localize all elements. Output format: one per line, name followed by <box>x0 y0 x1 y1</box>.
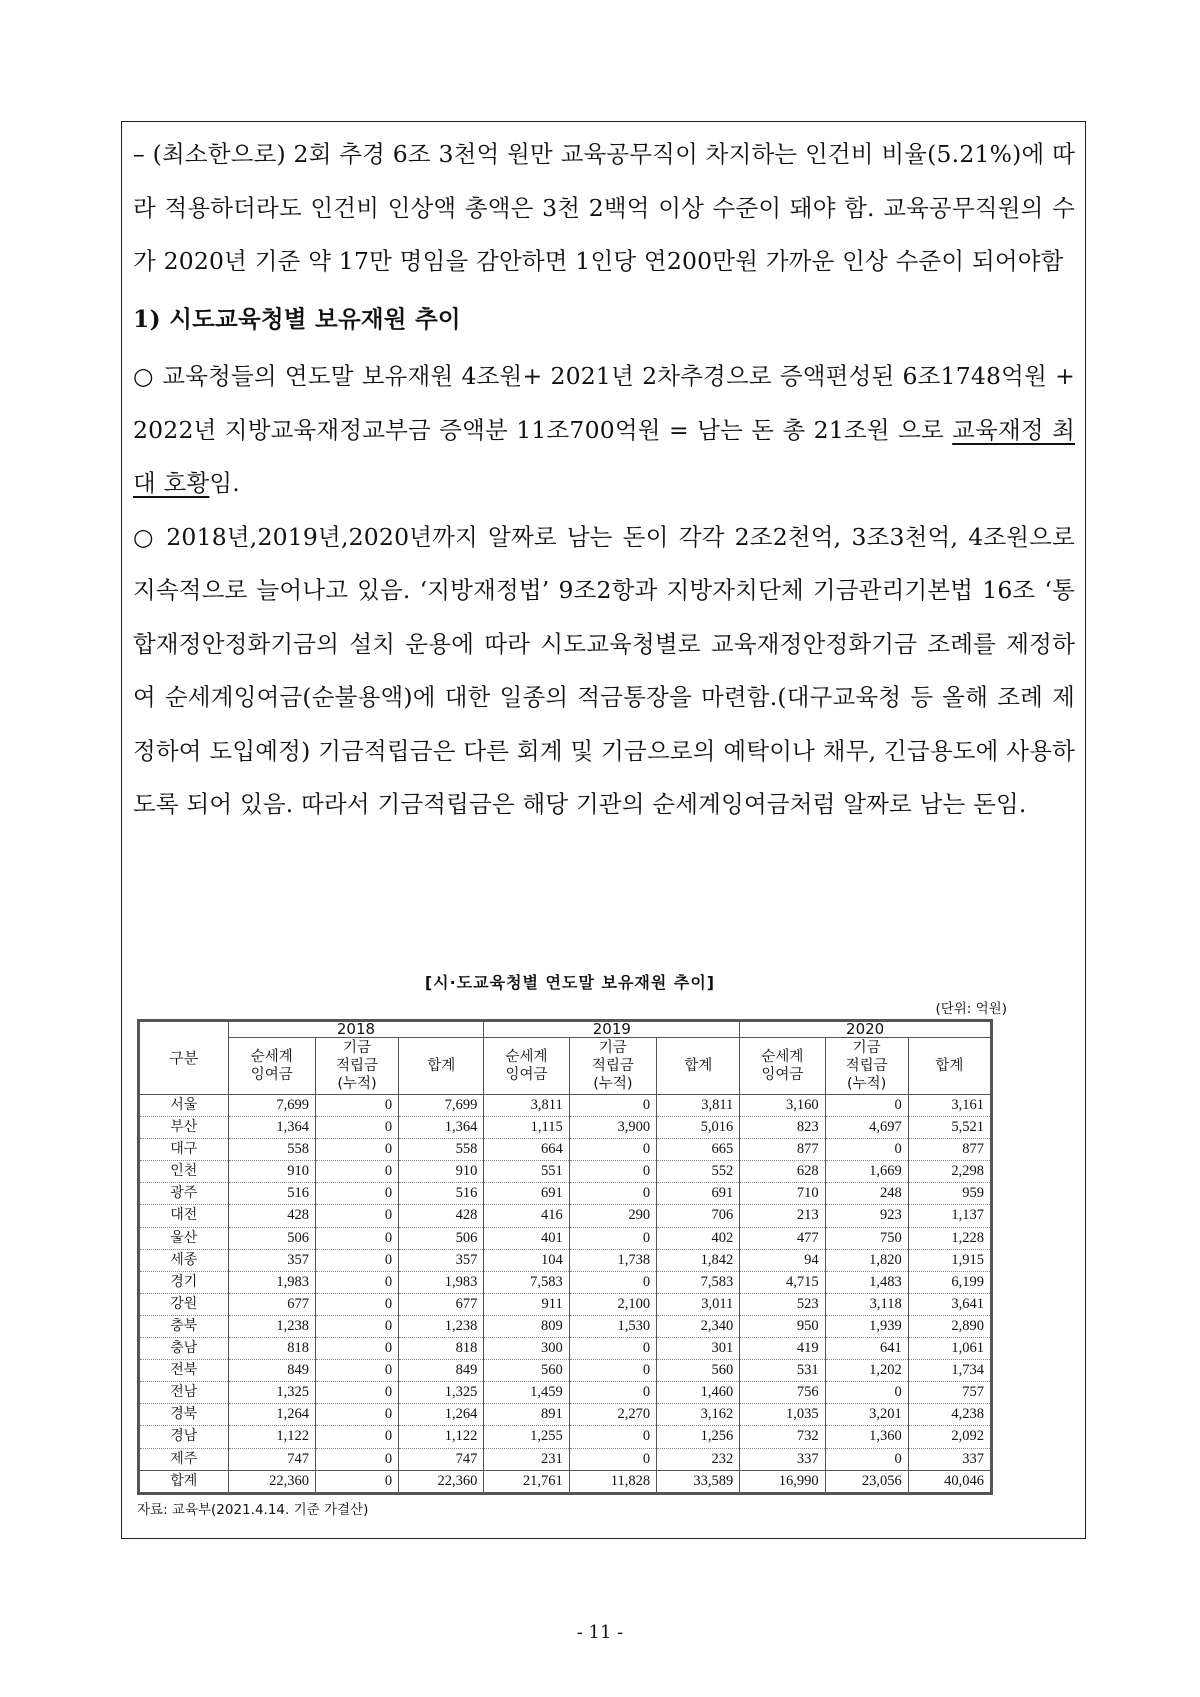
underlined-phrase: 교육재정 최대 호황 <box>133 415 1075 497</box>
table-row <box>139 1382 992 1404</box>
value-cell: 0 <box>315 1271 398 1293</box>
paragraph-surplus-trend: ○ 2018년,2019년,2020년까지 알짜로 남는 돈이 각각 2조2천억, 3조3천억, 4조원으로 지속적으로 늘어나고 있음. ‘지방재정법’ 9조2항과 지방자치단체 기금관리기본법 16조 ‘통합재정안정화기금의 설치 운용에 따라 시도교육청별로 교육재정안정화기금 조례를 제정하여 순세계잉여금(순불용액)에 대한 일종의 적금통장을 마련함.(대구교육청 등 올해 조례 제정하여 도입예정) 기금적립금은 다른 회계 및 기금으로의 예탁이나 채무, 긴급용도에 사용하도록 되어 있음. 따라서 기금적립금은 해당 기관의 순세계잉여금처럼 알짜로 남는 돈임. <box>133 522 1075 818</box>
value-cell: 0 <box>569 1382 656 1404</box>
value-cell: 756 <box>740 1382 825 1404</box>
table-row <box>139 1448 992 1470</box>
value-cell: 747 <box>399 1448 484 1470</box>
value-cell: 7,583 <box>484 1271 569 1293</box>
paragraph-reserves-end: 임. <box>209 469 240 497</box>
reserve-table <box>137 1019 993 1495</box>
value-cell: 641 <box>825 1338 908 1360</box>
header-total: 합계 <box>657 1038 740 1095</box>
table-row <box>139 1271 992 1293</box>
value-cell: 3,118 <box>825 1293 908 1315</box>
value-cell: 877 <box>908 1139 991 1161</box>
value-cell: 1,325 <box>228 1382 315 1404</box>
value-cell: 301 <box>657 1338 740 1360</box>
value-cell: 0 <box>315 1249 398 1271</box>
value-cell: 0 <box>315 1404 398 1426</box>
value-cell: 757 <box>908 1382 991 1404</box>
value-cell: 0 <box>315 1139 398 1161</box>
value-cell: 21,761 <box>484 1470 569 1493</box>
value-cell: 357 <box>399 1249 484 1271</box>
table-title: [시·도교육청별 연도말 보유재원 추이] <box>424 973 716 992</box>
value-cell: 877 <box>740 1139 825 1161</box>
table-row <box>139 1161 992 1183</box>
value-cell: 2,340 <box>657 1315 740 1337</box>
value-cell: 1,255 <box>484 1426 569 1448</box>
header-total: 합계 <box>908 1038 991 1095</box>
value-cell: 506 <box>228 1227 315 1249</box>
value-cell: 0 <box>315 1338 398 1360</box>
value-cell: 818 <box>399 1338 484 1360</box>
value-cell: 818 <box>228 1338 315 1360</box>
value-cell: 506 <box>399 1227 484 1249</box>
value-cell: 558 <box>228 1139 315 1161</box>
value-cell: 0 <box>315 1360 398 1382</box>
value-cell: 809 <box>484 1315 569 1337</box>
region-cell: 경북 <box>139 1404 229 1426</box>
value-cell: 1,256 <box>657 1426 740 1448</box>
value-cell: 531 <box>740 1360 825 1382</box>
value-cell: 523 <box>740 1293 825 1315</box>
region-cell: 대구 <box>139 1139 229 1161</box>
paragraph-reserves-text: ○ 교육청들의 연도말 보유재원 4조원+ 2021년 2차추경으로 증액편성된 6조1748억원 + 2022년 지방교육재정교부금 증액분 11조700억원 = 남는 돈 총 21조원 으로 <box>133 362 1075 444</box>
value-cell: 1,228 <box>908 1227 991 1249</box>
header-fund: 기금 적립금 (누적) <box>825 1038 908 1095</box>
value-cell: 213 <box>740 1205 825 1227</box>
value-cell: 3,161 <box>908 1095 991 1117</box>
value-cell: 0 <box>825 1139 908 1161</box>
value-cell: 0 <box>315 1382 398 1404</box>
value-cell: 3,162 <box>657 1404 740 1426</box>
value-cell: 911 <box>484 1293 569 1315</box>
value-cell: 3,160 <box>740 1095 825 1117</box>
value-cell: 232 <box>657 1448 740 1470</box>
table-row <box>139 1426 992 1448</box>
value-cell: 1,460 <box>657 1382 740 1404</box>
region-cell: 광주 <box>139 1183 229 1205</box>
value-cell: 628 <box>740 1161 825 1183</box>
header-category: 구분 <box>139 1021 229 1095</box>
value-cell: 0 <box>569 1426 656 1448</box>
value-cell: 0 <box>569 1095 656 1117</box>
table-total-row <box>139 1470 992 1493</box>
page-number: - 11 - <box>576 1622 624 1643</box>
table-row <box>139 1360 992 1382</box>
header-fund: 기금 적립금 (누적) <box>315 1038 398 1095</box>
value-cell: 33,589 <box>657 1470 740 1493</box>
paragraph-reserves <box>133 350 1075 511</box>
value-cell: 1,669 <box>825 1161 908 1183</box>
value-cell: 248 <box>825 1183 908 1205</box>
value-cell: 0 <box>569 1448 656 1470</box>
value-cell: 300 <box>484 1338 569 1360</box>
value-cell: 849 <box>228 1360 315 1382</box>
value-cell: 1,459 <box>484 1382 569 1404</box>
value-cell: 0 <box>825 1448 908 1470</box>
region-cell: 경기 <box>139 1271 229 1293</box>
value-cell: 959 <box>908 1183 991 1205</box>
value-cell: 1,122 <box>399 1426 484 1448</box>
value-cell: 23,056 <box>825 1470 908 1493</box>
value-cell: 0 <box>569 1360 656 1382</box>
value-cell: 0 <box>569 1183 656 1205</box>
header-fund: 기금 적립금 (누적) <box>569 1038 656 1095</box>
value-cell: 691 <box>657 1183 740 1205</box>
header-surplus: 순세계 잉여금 <box>740 1038 825 1095</box>
region-cell: 충북 <box>139 1315 229 1337</box>
value-cell: 1,202 <box>825 1360 908 1382</box>
value-cell: 1,115 <box>484 1117 569 1139</box>
value-cell: 1,530 <box>569 1315 656 1337</box>
value-cell: 3,011 <box>657 1293 740 1315</box>
value-cell: 428 <box>228 1205 315 1227</box>
header-total: 합계 <box>399 1038 484 1095</box>
value-cell: 3,811 <box>657 1095 740 1117</box>
value-cell: 0 <box>315 1315 398 1337</box>
region-cell: 충남 <box>139 1338 229 1360</box>
value-cell: 3,900 <box>569 1117 656 1139</box>
value-cell: 891 <box>484 1404 569 1426</box>
value-cell: 337 <box>740 1448 825 1470</box>
value-cell: 823 <box>740 1117 825 1139</box>
value-cell: 0 <box>315 1470 398 1493</box>
value-cell: 1,842 <box>657 1249 740 1271</box>
value-cell: 1,983 <box>399 1271 484 1293</box>
value-cell: 0 <box>569 1161 656 1183</box>
value-cell: 560 <box>657 1360 740 1382</box>
value-cell: 1,983 <box>228 1271 315 1293</box>
value-cell: 2,890 <box>908 1315 991 1337</box>
value-cell: 0 <box>569 1338 656 1360</box>
value-cell: 477 <box>740 1227 825 1249</box>
value-cell: 1,364 <box>399 1117 484 1139</box>
value-cell: 16,990 <box>740 1470 825 1493</box>
value-cell: 750 <box>825 1227 908 1249</box>
value-cell: 0 <box>569 1271 656 1293</box>
reserve-table-section <box>137 970 1007 1518</box>
value-cell: 1,264 <box>399 1404 484 1426</box>
value-cell: 0 <box>315 1205 398 1227</box>
value-cell: 3,201 <box>825 1404 908 1426</box>
table-column-row <box>139 1038 992 1095</box>
value-cell: 560 <box>484 1360 569 1382</box>
header-year: 2018 <box>228 1021 484 1038</box>
header-year: 2020 <box>740 1021 992 1038</box>
region-cell: 세종 <box>139 1249 229 1271</box>
value-cell: 11,828 <box>569 1470 656 1493</box>
value-cell: 1,137 <box>908 1205 991 1227</box>
value-cell: 428 <box>399 1205 484 1227</box>
value-cell: 1,483 <box>825 1271 908 1293</box>
value-cell: 0 <box>315 1448 398 1470</box>
value-cell: 0 <box>825 1095 908 1117</box>
value-cell: 1,325 <box>399 1382 484 1404</box>
value-cell: 1,122 <box>228 1426 315 1448</box>
value-cell: 516 <box>228 1183 315 1205</box>
value-cell: 3,641 <box>908 1293 991 1315</box>
value-cell: 4,238 <box>908 1404 991 1426</box>
table-unit: (단위: 억원) <box>935 1001 1007 1017</box>
value-cell: 0 <box>315 1161 398 1183</box>
value-cell: 4,715 <box>740 1271 825 1293</box>
header-surplus: 순세계 잉여금 <box>484 1038 569 1095</box>
value-cell: 849 <box>399 1360 484 1382</box>
region-cell: 전남 <box>139 1382 229 1404</box>
header-surplus: 순세계 잉여금 <box>228 1038 315 1095</box>
value-cell: 231 <box>484 1448 569 1470</box>
value-cell: 2,100 <box>569 1293 656 1315</box>
value-cell: 0 <box>315 1095 398 1117</box>
value-cell: 710 <box>740 1183 825 1205</box>
table-row <box>139 1293 992 1315</box>
value-cell: 7,699 <box>399 1095 484 1117</box>
value-cell: 419 <box>740 1338 825 1360</box>
region-cell: 경남 <box>139 1426 229 1448</box>
value-cell: 691 <box>484 1183 569 1205</box>
value-cell: 22,360 <box>228 1470 315 1493</box>
region-cell: 대전 <box>139 1205 229 1227</box>
region-cell: 합계 <box>139 1470 229 1493</box>
region-cell: 강원 <box>139 1293 229 1315</box>
value-cell: 6,199 <box>908 1271 991 1293</box>
value-cell: 5,521 <box>908 1117 991 1139</box>
value-cell: 1,820 <box>825 1249 908 1271</box>
value-cell: 2,270 <box>569 1404 656 1426</box>
table-row <box>139 1183 992 1205</box>
value-cell: 0 <box>569 1139 656 1161</box>
value-cell: 910 <box>399 1161 484 1183</box>
table-row <box>139 1315 992 1337</box>
value-cell: 0 <box>315 1426 398 1448</box>
value-cell: 1,061 <box>908 1338 991 1360</box>
header-year: 2019 <box>484 1021 740 1038</box>
table-body <box>139 1095 992 1494</box>
value-cell: 104 <box>484 1249 569 1271</box>
value-cell: 290 <box>569 1205 656 1227</box>
table-row <box>139 1095 992 1117</box>
value-cell: 1,264 <box>228 1404 315 1426</box>
table-year-row <box>139 1021 992 1038</box>
region-cell: 인천 <box>139 1161 229 1183</box>
region-cell: 울산 <box>139 1227 229 1249</box>
value-cell: 910 <box>228 1161 315 1183</box>
value-cell: 950 <box>740 1315 825 1337</box>
table-row <box>139 1338 992 1360</box>
value-cell: 3,811 <box>484 1095 569 1117</box>
value-cell: 0 <box>825 1382 908 1404</box>
value-cell: 402 <box>657 1227 740 1249</box>
table-row <box>139 1249 992 1271</box>
value-cell: 357 <box>228 1249 315 1271</box>
region-cell: 전북 <box>139 1360 229 1382</box>
value-cell: 7,583 <box>657 1271 740 1293</box>
value-cell: 2,092 <box>908 1426 991 1448</box>
value-cell: 1,915 <box>908 1249 991 1271</box>
value-cell: 5,016 <box>657 1117 740 1139</box>
value-cell: 2,298 <box>908 1161 991 1183</box>
document-body <box>133 128 1075 832</box>
region-cell: 부산 <box>139 1117 229 1139</box>
value-cell: 706 <box>657 1205 740 1227</box>
value-cell: 677 <box>228 1293 315 1315</box>
table-source: 자료: 교육부(2021.4.14. 기준 가결산) <box>137 1501 369 1518</box>
value-cell: 665 <box>657 1139 740 1161</box>
value-cell: 0 <box>315 1227 398 1249</box>
value-cell: 677 <box>399 1293 484 1315</box>
value-cell: 664 <box>484 1139 569 1161</box>
table-row <box>139 1139 992 1161</box>
value-cell: 1,035 <box>740 1404 825 1426</box>
value-cell: 1,738 <box>569 1249 656 1271</box>
value-cell: 1,734 <box>908 1360 991 1382</box>
section-heading: 1) 시도교육청별 보유재원 추이 <box>133 304 461 333</box>
value-cell: 558 <box>399 1139 484 1161</box>
value-cell: 416 <box>484 1205 569 1227</box>
value-cell: 1,939 <box>825 1315 908 1337</box>
value-cell: 0 <box>315 1293 398 1315</box>
region-cell: 제주 <box>139 1448 229 1470</box>
table-row <box>139 1404 992 1426</box>
value-cell: 516 <box>399 1183 484 1205</box>
value-cell: 923 <box>825 1205 908 1227</box>
table-row <box>139 1227 992 1249</box>
value-cell: 7,699 <box>228 1095 315 1117</box>
value-cell: 0 <box>569 1227 656 1249</box>
value-cell: 40,046 <box>908 1470 991 1493</box>
value-cell: 552 <box>657 1161 740 1183</box>
value-cell: 1,238 <box>228 1315 315 1337</box>
value-cell: 551 <box>484 1161 569 1183</box>
value-cell: 4,697 <box>825 1117 908 1139</box>
value-cell: 732 <box>740 1426 825 1448</box>
value-cell: 1,360 <box>825 1426 908 1448</box>
value-cell: 94 <box>740 1249 825 1271</box>
table-row <box>139 1205 992 1227</box>
value-cell: 0 <box>315 1183 398 1205</box>
value-cell: 337 <box>908 1448 991 1470</box>
paragraph-personnel-cost: – (최소한으로) 2회 추경 6조 3천억 원만 교육공무직이 차지하는 인건비 비율(5.21%)에 따라 적용하더라도 인건비 인상액 총액은 3천 2백억 이상 수준이 돼야 함. 교육공무직원의 수가 2020년 기준 약 17만 명임을 감안하면 1인당 연200만원 가까운 인상 수준이 되어야함 <box>133 140 1075 275</box>
value-cell: 747 <box>228 1448 315 1470</box>
value-cell: 1,364 <box>228 1117 315 1139</box>
value-cell: 1,238 <box>399 1315 484 1337</box>
value-cell: 401 <box>484 1227 569 1249</box>
value-cell: 22,360 <box>399 1470 484 1493</box>
value-cell: 0 <box>315 1117 398 1139</box>
region-cell: 서울 <box>139 1095 229 1117</box>
table-row <box>139 1117 992 1139</box>
